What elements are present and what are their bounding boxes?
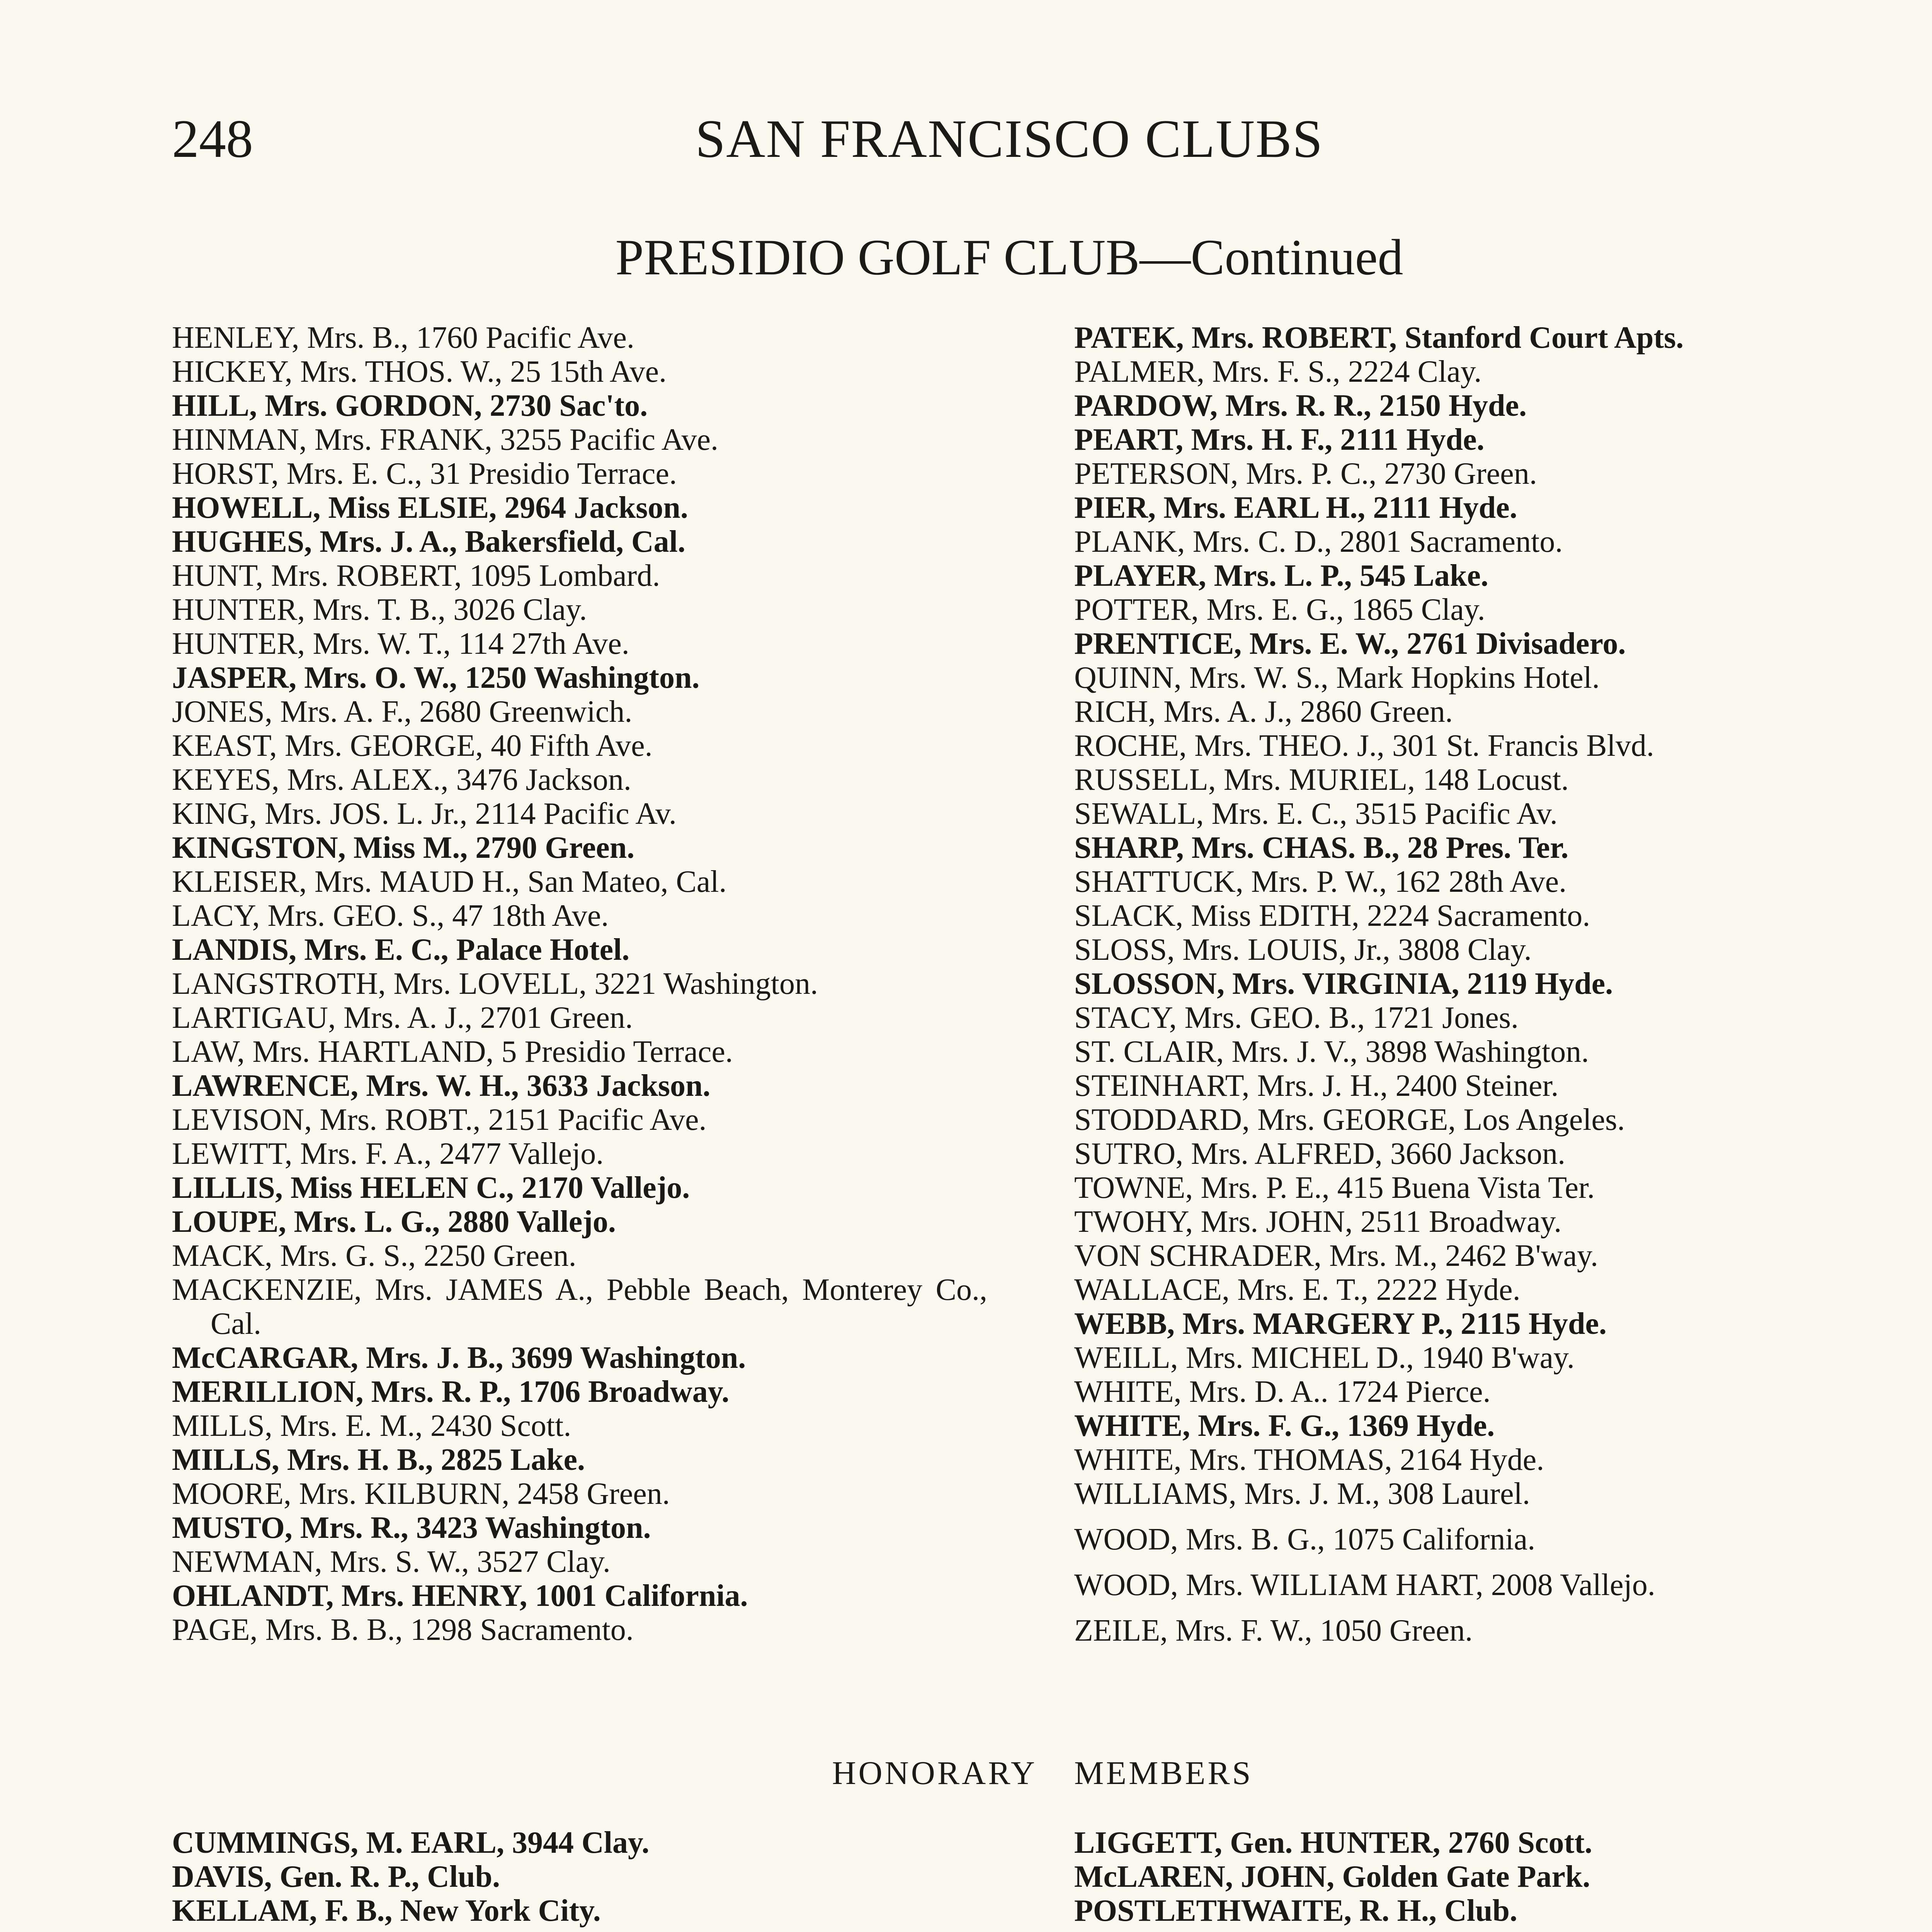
member-entry: KING, Mrs. JOS. L. Jr., 2114 Pacific Av. [172,797,677,831]
member-entry: LANGSTROTH, Mrs. LOVELL, 3221 Washington. [172,967,818,1001]
member-entry: MUSTO, Mrs. R., 3423 Washington. [172,1511,651,1545]
member-entry: LARTIGAU, Mrs. A. J., 2701 Green. [172,1001,633,1035]
member-entry: QUINN, Mrs. W. S., Mark Hopkins Hotel. [1074,661,1600,695]
member-entry: STACY, Mrs. GEO. B., 1721 Jones. [1074,1001,1519,1035]
member-entry: PLANK, Mrs. C. D., 2801 Sacramento. [1074,525,1563,559]
member-entry: KELLAM, F. B., New York City. [172,1894,601,1928]
member-entry: ZEILE, Mrs. F. W., 1050 Green. [1074,1614,1473,1648]
member-entry: ST. CLAIR, Mrs. J. V., 3898 Washington. [1074,1035,1589,1069]
member-entry: LAW, Mrs. HARTLAND, 5 Presidio Terrace. [172,1035,733,1069]
member-entry: LOUPE, Mrs. L. G., 2880 Vallejo. [172,1205,616,1239]
member-entry: RICH, Mrs. A. J., 2860 Green. [1074,695,1453,729]
member-entry: PEART, Mrs. H. F., 2111 Hyde. [1074,423,1485,457]
member-entry: LANDIS, Mrs. E. C., Palace Hotel. [172,933,630,967]
member-entry: SEWALL, Mrs. E. C., 3515 Pacific Av. [1074,797,1558,831]
member-entry: WILLIAMS, Mrs. J. M., 308 Laurel. [1074,1477,1530,1511]
member-column-left [172,321,987,1647]
member-entry: McCARGAR, Mrs. J. B., 3699 Washington. [172,1341,746,1375]
member-entry: HUNTER, Mrs. T. B., 3026 Clay. [172,593,587,627]
member-entry: RUSSELL, Mrs. MURIEL, 148 Locust. [1074,763,1569,797]
member-entry: TOWNE, Mrs. P. E., 415 Buena Vista Ter. [1074,1171,1595,1205]
member-entry: HENLEY, Mrs. B., 1760 Pacific Ave. [172,321,634,355]
member-entry: PLAYER, Mrs. L. P., 545 Lake. [1074,559,1488,593]
page-number: 248 [172,109,253,169]
member-entry: JONES, Mrs. A. F., 2680 Greenwich. [172,695,633,729]
honorary-column-left [172,1826,987,1928]
member-entry: POSTLETHWAITE, R. H., Club. [1074,1894,1517,1928]
member-entry: HINMAN, Mrs. FRANK, 3255 Pacific Ave. [172,423,718,457]
running-head: SAN FRANCISCO CLUBS [695,109,1323,169]
member-entry: PIER, Mrs. EARL H., 2111 Hyde. [1074,491,1517,525]
member-entry: WEILL, Mrs. MICHEL D., 1940 B'way. [1074,1341,1575,1375]
member-entry: NEWMAN, Mrs. S. W., 3527 Clay. [172,1545,611,1579]
member-entry: PALMER, Mrs. F. S., 2224 Clay. [1074,355,1482,389]
member-entry: WOOD, Mrs. WILLIAM HART, 2008 Vallejo. [1074,1568,1655,1602]
member-entry: HUGHES, Mrs. J. A., Bakersfield, Cal. [172,525,685,559]
member-entry: MERILLION, Mrs. R. P., 1706 Broadway. [172,1375,730,1409]
member-entry: HOWELL, Miss ELSIE, 2964 Jackson. [172,491,688,525]
member-entry: STEINHART, Mrs. J. H., 2400 Steiner. [1074,1069,1559,1103]
member-entry: DAVIS, Gen. R. P., Club. [172,1860,500,1894]
member-entry: STODDARD, Mrs. GEORGE, Los Angeles. [1074,1103,1625,1137]
member-entry: SUTRO, Mrs. ALFRED, 3660 Jackson. [1074,1137,1566,1171]
member-entry: JASPER, Mrs. O. W., 1250 Washington. [172,661,700,695]
section-title: PRESIDIO GOLF CLUB—Continued [615,229,1403,286]
member-entry: MACKENZIE, Mrs. JAMES A., Pebble Beach, Monterey Co., Cal. [172,1273,987,1341]
member-entry: MACK, Mrs. G. S., 2250 Green. [172,1239,577,1273]
member-entry: SLOSSON, Mrs. VIRGINIA, 2119 Hyde. [1074,967,1613,1001]
member-entry: KINGSTON, Miss M., 2790 Green. [172,831,635,865]
honorary-heading-word-2: MEMBERS [1074,1754,1253,1791]
member-entry: LEWITT, Mrs. F. A., 2477 Vallejo. [172,1137,604,1171]
member-entry: WOOD, Mrs. B. G., 1075 California. [1074,1522,1536,1556]
member-entry: PAGE, Mrs. B. B., 1298 Sacramento. [172,1613,634,1647]
member-entry: HUNT, Mrs. ROBERT, 1095 Lombard. [172,559,660,593]
honorary-heading-word-1: HONORARY [832,1754,1037,1791]
member-entry: LIGGETT, Gen. HUNTER, 2760 Scott. [1074,1826,1592,1860]
member-entry: LAWRENCE, Mrs. W. H., 3633 Jackson. [172,1069,711,1103]
member-entry: LILLIS, Miss HELEN C., 2170 Vallejo. [172,1171,690,1205]
member-entry: SLOSS, Mrs. LOUIS, Jr., 3808 Clay. [1074,933,1532,967]
member-entry: MOORE, Mrs. KILBURN, 2458 Green. [172,1477,670,1511]
member-entry: LEVISON, Mrs. ROBT., 2151 Pacific Ave. [172,1103,707,1137]
member-entry: VON SCHRADER, Mrs. M., 2462 B'way. [1074,1239,1598,1273]
member-entry: WALLACE, Mrs. E. T., 2222 Hyde. [1074,1273,1520,1307]
member-entry: PATEK, Mrs. ROBERT, Stanford Court Apts. [1074,321,1684,355]
member-entry: KEYES, Mrs. ALEX., 3476 Jackson. [172,763,631,797]
member-entry: MILLS, Mrs. H. B., 2825 Lake. [172,1443,585,1477]
member-entry: TWOHY, Mrs. JOHN, 2511 Broadway. [1074,1205,1562,1239]
member-entry: SLACK, Miss EDITH, 2224 Sacramento. [1074,899,1590,933]
member-entry: HUNTER, Mrs. W. T., 114 27th Ave. [172,627,629,661]
member-entry: SHATTUCK, Mrs. P. W., 162 28th Ave. [1074,865,1567,899]
member-entry: OHLANDT, Mrs. HENRY, 1001 California. [172,1579,748,1613]
member-entry: McLAREN, JOHN, Golden Gate Park. [1074,1860,1590,1894]
member-entry: LACY, Mrs. GEO. S., 47 18th Ave. [172,899,609,933]
member-entry: WHITE, Mrs. D. A.. 1724 Pierce. [1074,1375,1491,1409]
member-entry: SHARP, Mrs. CHAS. B., 28 Pres. Ter. [1074,831,1569,865]
member-entry: PARDOW, Mrs. R. R., 2150 Hyde. [1074,389,1527,423]
member-entry: HICKEY, Mrs. THOS. W., 25 15th Ave. [172,355,667,389]
member-entry: MILLS, Mrs. E. M., 2430 Scott. [172,1409,571,1443]
member-column-right [1074,321,1889,1648]
member-entry: WHITE, Mrs. F. G., 1369 Hyde. [1074,1409,1495,1443]
member-entry: HILL, Mrs. GORDON, 2730 Sac'to. [172,389,648,423]
member-entry: PETERSON, Mrs. P. C., 2730 Green. [1074,457,1537,491]
member-entry: POTTER, Mrs. E. G., 1865 Clay. [1074,593,1485,627]
member-entry: HORST, Mrs. E. C., 31 Presidio Terrace. [172,457,677,491]
member-entry: KEAST, Mrs. GEORGE, 40 Fifth Ave. [172,729,653,763]
member-entry: PRENTICE, Mrs. E. W., 2761 Divisadero. [1074,627,1626,661]
member-entry: KLEISER, Mrs. MAUD H., San Mateo, Cal. [172,865,727,899]
member-entry: ROCHE, Mrs. THEO. J., 301 St. Francis Blvd. [1074,729,1654,763]
honorary-column-right [1074,1826,1889,1928]
member-entry: WHITE, Mrs. THOMAS, 2164 Hyde. [1074,1443,1544,1477]
member-entry: WEBB, Mrs. MARGERY P., 2115 Hyde. [1074,1307,1607,1341]
member-entry: CUMMINGS, M. EARL, 3944 Clay. [172,1826,650,1860]
